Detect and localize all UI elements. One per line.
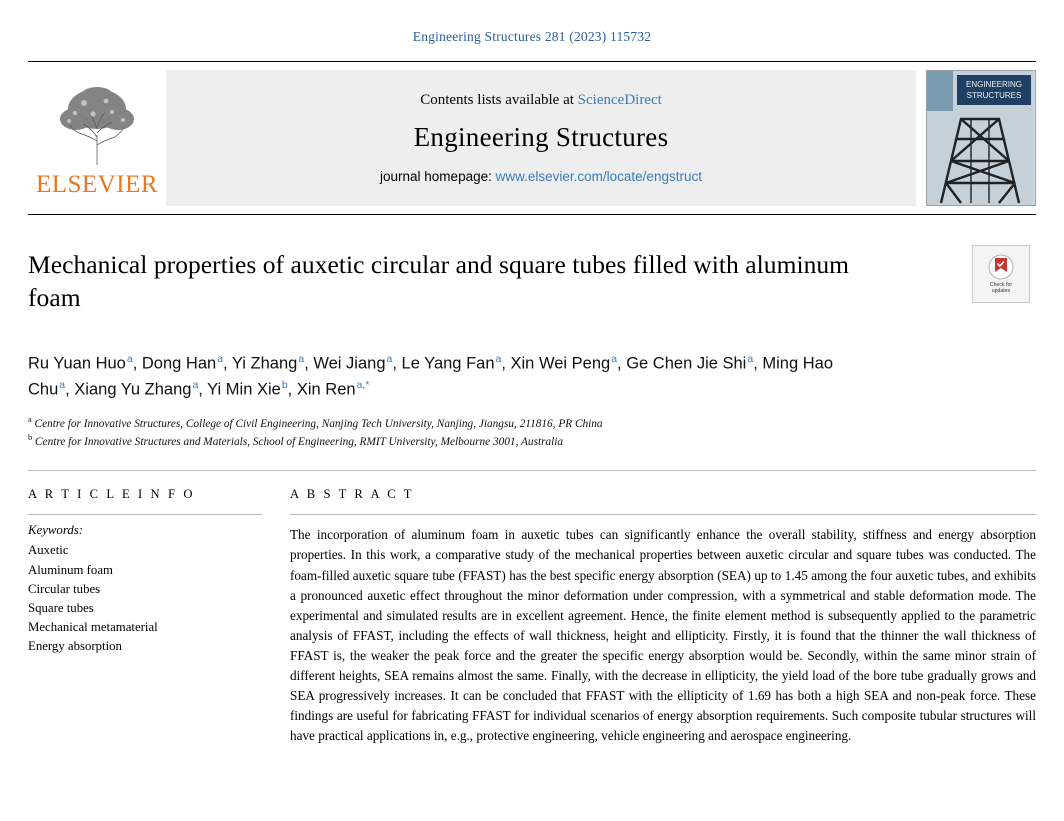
author-name[interactable]: Wei Jiang	[313, 354, 386, 373]
title-area	[28, 249, 1036, 321]
journal-cover-thumbnail[interactable]	[926, 70, 1036, 206]
affiliation-mark: b	[28, 433, 33, 443]
author-affil-mark: a	[747, 353, 754, 365]
crossmark-label	[990, 282, 1012, 295]
elsevier-logo	[28, 62, 166, 214]
author-list	[28, 351, 858, 403]
keyword-item: Energy absorption	[28, 639, 122, 654]
crossmark-badge[interactable]	[972, 245, 1030, 303]
affiliation-item	[28, 432, 1036, 450]
keyword-item: Square tubes	[28, 600, 94, 615]
author-sep: ,	[198, 380, 208, 399]
author-name[interactable]: Ming Hao Chu	[28, 354, 833, 399]
author-affil-mark: a	[386, 353, 393, 365]
keywords-label: Keywords:	[28, 523, 83, 538]
author-sep: ,	[223, 354, 232, 373]
author-name[interactable]: Ge Chen Jie Shi	[626, 354, 747, 373]
elsevier-tree-icon	[49, 83, 145, 169]
keyword-list	[28, 541, 262, 656]
elsevier-wordmark: ELSEVIER	[35, 171, 159, 198]
author-name[interactable]: Le Yang Fan	[401, 354, 495, 373]
author-name[interactable]: Yi Min Xie	[207, 380, 281, 399]
author-affil-mark: a	[59, 379, 66, 392]
author-sep: ,	[65, 380, 75, 399]
affiliation-item	[28, 414, 1036, 432]
author-sep: ,	[617, 354, 627, 373]
author-name[interactable]: Ru Yuan Huo	[28, 354, 126, 373]
author-sep: ,	[304, 354, 314, 373]
author-affil-mark: a	[192, 379, 199, 392]
svg-text:ENGINEERING: ENGINEERING	[965, 80, 1023, 89]
author-affil-mark: a	[298, 353, 305, 365]
page-title: Mechanical properties of auxetic circular and square tubes filled with aluminum foam	[28, 250, 850, 312]
abstract-column	[290, 487, 1036, 746]
author-name[interactable]: Yi Zhang	[231, 354, 298, 373]
journal-title: Engineering Structures	[413, 122, 669, 152]
author-sep: ,	[132, 354, 142, 373]
author-affil-mark: b	[281, 379, 288, 392]
author-name[interactable]: Dong Han	[141, 354, 217, 373]
author-sep: ,	[392, 354, 402, 373]
author-affil-mark: a	[611, 353, 618, 365]
svg-text:STRUCTURES: STRUCTURES	[966, 91, 1022, 100]
crossmark-line2: updates	[991, 288, 1011, 294]
journal-homepage-link[interactable]: www.elsevier.com/locate/engstruct	[495, 169, 702, 184]
author-name[interactable]: Xin Wei Peng	[510, 354, 611, 373]
running-head: Engineering Structures 281 (2023) 115732	[412, 29, 652, 44]
journal-homepage-line	[380, 169, 702, 184]
author-affil-mark: a,*	[356, 379, 370, 392]
affiliation-text: Centre for Innovative Structures, College of Civil Engineering, Nanjing Tech University, Nanjing, Jiangsu, 211816, PR China	[34, 417, 603, 430]
journal-cover-image	[927, 71, 1033, 205]
journal-band	[166, 70, 916, 206]
affiliation-list	[28, 414, 1036, 450]
abstract-heading: A B S T R A C T	[290, 487, 415, 502]
journal-masthead	[28, 61, 1036, 215]
crossmark-icon	[988, 254, 1014, 280]
contents-prefix: Contents lists available at	[420, 92, 574, 108]
keyword-item: Auxetic	[28, 543, 69, 558]
homepage-prefix: journal homepage:	[380, 169, 492, 184]
keyword-item: Mechanical metamaterial	[28, 620, 158, 635]
section-divider	[28, 470, 1036, 471]
info-abstract-columns	[28, 487, 1036, 746]
contents-line	[420, 92, 662, 109]
affiliation-text: Centre for Innovative Structures and Materials, School of Engineering, RMIT University, Melbourne 3001, Australia	[35, 436, 564, 449]
keyword-item: Aluminum foam	[28, 562, 113, 577]
author-affil-mark: a	[495, 353, 502, 365]
keyword-item: Circular tubes	[28, 581, 101, 596]
article-info-rule	[28, 514, 262, 515]
author-name[interactable]: Xiang Yu Zhang	[74, 380, 192, 399]
article-info-heading: A R T I C L E I N F O	[28, 487, 196, 502]
abstract-text: The incorporation of aluminum foam in auxetic tubes can significantly enhance the overall stability, stiffness and energy absorption properties. In this work, a comparative study of the mechanical properties between auxetic circular and square tubes was conducted. The foam-filled auxetic square tube (FFAST) has the best specific energy absorption (SEA) up to 1.45 among the four auxetic tubes, and exhibits a pronounced auxetic effect throughout the minor deformation under compression, with a symmetrical and stable deformation mode. The experimental and simulated results are in excellent agreement. Hence, the finite element method is subsequently applied to the parametric analysis of FFAST, including the effects of wall thickness, height and ellipticity. Firstly, it is found that the thinner the wall thickness of FFAST is, the weaker the peak force and the greater the specific energy absorption would be. Secondly, within the same minor strain of different heights, SEA remains almost the same. Finally, with the decrease in ellipticity, the yield load of the bore tube gradually grows and SEA progressively increases. It can be concluded that FFAST with the ellipticity of 1.69 has both a high SEA and non-peak force. These findings are useful for fabricating FFAST for individual scenarios of energy absorption requirements. Such composite tubular structures will have practical applications in, e.g., protective engineering, vehicle engineering and aerospace engineering.	[290, 527, 1036, 744]
article-info-column	[28, 487, 290, 746]
crossmark-line1: Check for	[989, 281, 1013, 288]
author-sep: ,	[501, 354, 511, 373]
author-affil-mark: a	[126, 353, 133, 365]
author-sep: ,	[753, 354, 763, 373]
author-affil-mark: a	[217, 353, 224, 365]
sciencedirect-link[interactable]: ScienceDirect	[577, 92, 662, 108]
affiliation-mark: a	[28, 415, 32, 425]
abstract-rule	[290, 514, 1036, 515]
author-sep: ,	[287, 380, 297, 399]
author-name[interactable]: Xin Ren	[296, 380, 356, 399]
